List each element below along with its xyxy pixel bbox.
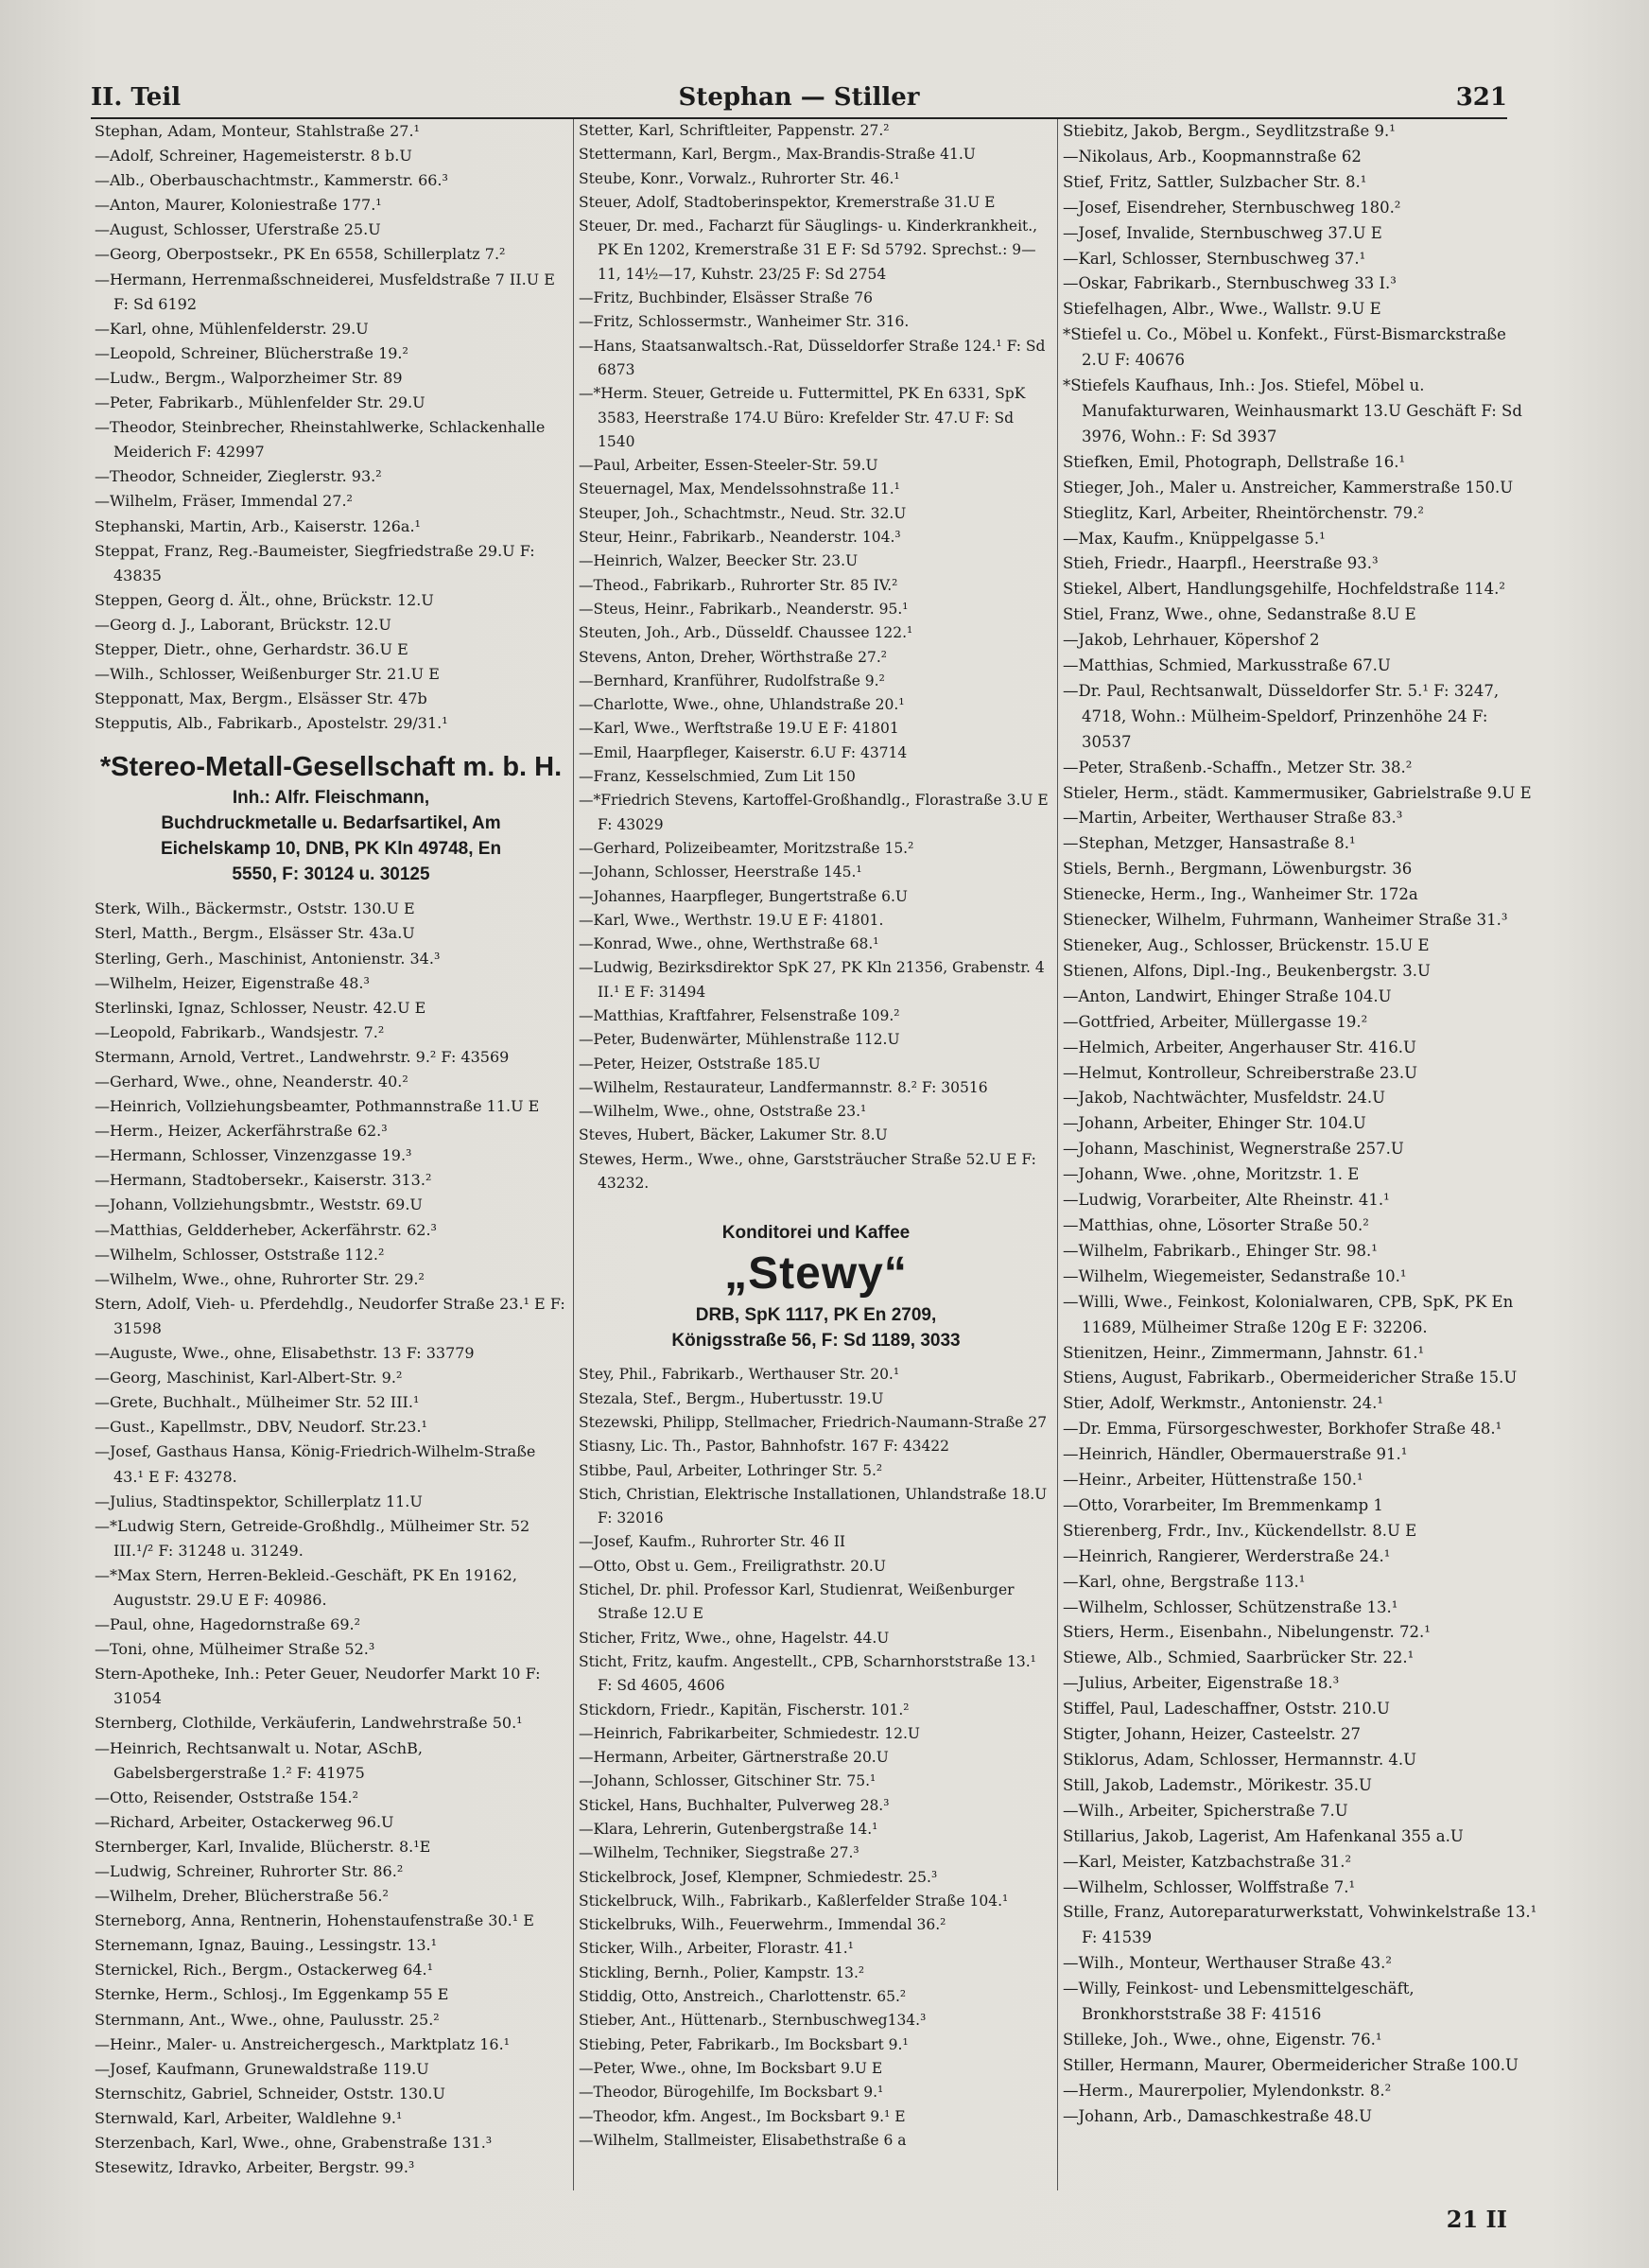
directory-entry: Stille, Franz, Autoreparaturwerkstatt, Vohwinkelstraße 13.¹ F: 41539	[1063, 1903, 1537, 1947]
directory-entry: —Leopold, Schreiner, Blücherstraße 19.²	[95, 343, 408, 362]
directory-entry: —Josef, Kaufmann, Grunewaldstraße 119.U	[95, 2059, 429, 2078]
advert-line: Königsstraße 56, F: Sd 1189, 3033	[671, 1331, 961, 1352]
page-header	[91, 83, 1507, 117]
directory-entry: —Ludwig, Schreiner, Ruhrorter Str. 86.²	[95, 1862, 404, 1880]
directory-entry: Stesewitz, Idravko, Arbeiter, Bergstr. 99.³	[95, 2158, 415, 2177]
directory-entry: —Jakob, Lehrhauer, Köpershof 2	[1063, 631, 1320, 650]
directory-entry: —Willy, Feinkost- und Lebensmittelgeschäft, Bronkhorststraße 38 F: 41516	[1063, 1980, 1415, 2024]
directory-entry: Still, Jakob, Lademstr., Mörikestr. 35.U	[1063, 1775, 1372, 1794]
directory-entry: —Paul, ohne, Hagedornstraße 69.²	[95, 1615, 361, 1634]
directory-entry: Stierenberg, Frdr., Inv., Kückendellstr. 8.U E	[1063, 1521, 1417, 1540]
directory-entry: Stieneker, Aug., Schlosser, Brückenstr. 15.U E	[1063, 936, 1430, 954]
directory-entry: Stienecker, Wilhelm, Fuhrmann, Wanheimer Straße 31.³	[1063, 911, 1508, 930]
directory-entry: —Grete, Buchhalt., Mülheimer Str. 52 III.¹	[95, 1393, 420, 1412]
directory-entry: Stilleke, Joh., Wwe., ohne, Eigenstr. 76.¹	[1063, 2030, 1382, 2049]
directory-entry: —Johann, Schlosser, Heerstraße 145.¹	[579, 864, 862, 881]
directory-entry: —Hermann, Herrenmaßschneiderei, Musfeldstraße 7 II.U E F: Sd 6192	[95, 270, 555, 313]
advert-line: DRB, SpK 1117, PK En 2709,	[695, 1305, 937, 1326]
directory-entry: Sternberger, Karl, Invalide, Blücherstr. 8.¹E	[95, 1837, 431, 1856]
directory-entry: —Gerhard, Wwe., ohne, Neanderstr. 40.²	[95, 1073, 408, 1090]
directory-entry: —Johann, Wwe. ,ohne, Moritzstr. 1. E	[1063, 1165, 1360, 1184]
directory-entry: Stiasny, Lic. Th., Pastor, Bahnhofstr. 167 F: 43422	[579, 1438, 950, 1456]
directory-entry: —Georg, Oberpostsekr., PK En 6558, Schillerplatz 7.²	[95, 245, 506, 264]
column-3	[1063, 119, 1537, 2190]
directory-entry: —Fritz, Schlossermstr., Wanheimer Str. 316.	[579, 313, 910, 331]
directory-entry: Sternschitz, Gabriel, Schneider, Oststr. 130.U	[95, 2084, 445, 2102]
directory-entry: Stieber, Ant., Hüttenarb., Sternbuschweg134.³	[579, 2012, 927, 2030]
directory-entry: —Wilhelm, Techniker, Siegstraße 27.³	[579, 1844, 859, 1862]
directory-entry: Stiklorus, Adam, Schlosser, Hermannstr. 4.U	[1063, 1751, 1417, 1769]
column-2-entries-top	[579, 119, 1053, 1195]
directory-entry: Stiekel, Albert, Handlungsgehilfe, Hochfeldstraße 114.²	[1063, 580, 1505, 599]
column-divider	[1057, 119, 1058, 2190]
directory-entry: —Theodor, kfm. Angest., Im Bocksbart 9.¹ E	[579, 2107, 906, 2125]
signature-mark: 21 II	[1446, 2206, 1507, 2233]
directory-entry: Stiefken, Emil, Photograph, Dellstraße 16.¹	[1063, 452, 1406, 471]
directory-entry: Steppen, Georg d. Ält., ohne, Brückstr. 12.U	[95, 590, 434, 609]
directory-entry: Sternwald, Karl, Arbeiter, Waldlehne 9.¹	[95, 2108, 403, 2127]
directory-entry: —Wilhelm, Fabrikarb., Ehinger Str. 98.¹	[1063, 1241, 1378, 1260]
directory-entry: Sternickel, Rich., Bergm., Ostackerweg 64.¹	[95, 1961, 433, 1980]
directory-entry: Stetter, Karl, Schriftleiter, Pappenstr. 27.²	[579, 122, 890, 139]
directory-entry: —Auguste, Wwe., ohne, Elisabethstr. 13 F: 33779	[95, 1344, 475, 1363]
directory-entry: Stickelbruks, Wilh., Feuerwehrm., Immendal 36.²	[579, 1916, 946, 1934]
directory-entry: —Heinr., Maler- u. Anstreichergesch., Marktplatz 16.¹	[95, 2034, 511, 2053]
directory-entry: Stiddig, Otto, Anstreich., Charlottenstr. 65.²	[579, 1988, 907, 2006]
directory-entry: —Wilhelm, Heizer, Eigenstraße 48.³	[95, 973, 370, 992]
directory-entry: —Karl, ohne, Mühlenfelderstr. 29.U	[95, 319, 369, 338]
directory-entry: Stichel, Dr. phil. Professor Karl, Studienrat, Weißenburger Straße 12.U E	[579, 1581, 1015, 1623]
directory-entry: —Steus, Heinr., Fabrikarb., Neanderstr. 95.¹	[579, 600, 909, 618]
directory-entry: —Hermann, Schlosser, Vinzenzgasse 19.³	[95, 1146, 412, 1165]
directory-entry: Stickel, Hans, Buchhalter, Pulverweg 28.³	[579, 1796, 890, 1814]
directory-entry: Stermann, Arnold, Vertret., Landwehrstr. 9.² F: 43569	[95, 1047, 510, 1066]
directory-entry: Stern, Adolf, Vieh- u. Pferdehdlg., Neudorfer Straße 23.¹ E F: 31598	[95, 1294, 565, 1337]
directory-entry: —Emil, Haarpfleger, Kaiserstr. 6.U F: 43714	[579, 743, 908, 761]
directory-entry: —Otto, Reisender, Oststraße 154.²	[95, 1788, 359, 1806]
page-number: 321	[1455, 83, 1507, 112]
directory-entry: —Karl, Schlosser, Sternbuschweg 37.¹	[1063, 249, 1366, 268]
directory-entry: —Wilhelm, Wwe., ohne, Ruhrorter Str. 29.²	[95, 1269, 425, 1288]
directory-entry: Stienitzen, Heinr., Zimmermann, Jahnstr. 61.¹	[1063, 1343, 1425, 1362]
directory-entry: Sternberg, Clothilde, Verkäuferin, Landwehrstraße 50.¹	[95, 1714, 523, 1733]
directory-entry: —Wilh., Monteur, Werthauser Straße 43.²	[1063, 1954, 1393, 1973]
directory-entry: —Hermann, Arbeiter, Gärtnerstraße 20.U	[579, 1749, 889, 1767]
directory-entry: Stepponatt, Max, Bergm., Elsässer Str. 47b	[95, 689, 427, 708]
directory-entry: —Stephan, Metzger, Hansastraße 8.¹	[1063, 834, 1356, 853]
column-2-entries-bottom	[579, 1363, 1053, 2153]
directory-entry: Steur, Heinr., Fabrikarb., Neanderstr. 104.³	[579, 529, 901, 547]
directory-entry: —Peter, Wwe., ohne, Im Bocksbart 9.U E	[579, 2059, 883, 2077]
directory-entry: Steuer, Dr. med., Facharzt für Säuglings- u. Kinderkrankheit., PK En 1202, Kremerstraße 31 E F: Sd 5792. Sprechst.: 9—11, 14½—17, Kuhstr. 23/25 F: Sd 2754	[579, 218, 1038, 283]
directory-entry: —Dr. Paul, Rechtsanwalt, Düsseldorfer Str. 5.¹ F: 3247, 4718, Wohn.: Mülheim-Speldorf, Prinzenhöhe 24 F: 30537	[1063, 681, 1500, 751]
directory-entry: Stiebing, Peter, Fabrikarb., Im Bocksbart 9.¹	[579, 2035, 909, 2053]
advert-title: „Stewy“	[724, 1248, 908, 1300]
directory-entry: —Heinrich, Fabrikarbeiter, Schmiedestr. 12.U	[579, 1724, 920, 1742]
directory-entry: —Anton, Maurer, Koloniestraße 177.¹	[95, 196, 382, 215]
directory-entry: —Johannes, Haarpfleger, Bungertstraße 6.U	[579, 887, 908, 905]
directory-entry: Steppat, Franz, Reg.-Baumeister, Siegfriedstraße 29.U F: 43835	[95, 541, 535, 584]
directory-entry: Sternmann, Ant., Wwe., ohne, Paulusstr. 25.²	[95, 2010, 440, 2029]
directory-entry: —Helmich, Arbeiter, Angerhauser Str. 416.U	[1063, 1038, 1416, 1056]
directory-entry: Stickdorn, Friedr., Kapitän, Fischerstr. 101.²	[579, 1701, 910, 1718]
directory-entry: Stezewski, Philipp, Stellmacher, Friedrich-Naumann-Straße 27	[579, 1413, 1048, 1431]
directory-entry: —Georg, Maschinist, Karl-Albert-Str. 9.²	[95, 1369, 403, 1387]
directory-entry: Stiffel, Paul, Ladeschaffner, Oststr. 210.U	[1063, 1700, 1390, 1718]
directory-entry: Stier, Adolf, Werkmstr., Antonienstr. 24.¹	[1063, 1394, 1383, 1413]
directory-entry: Stief, Fritz, Sattler, Sulzbacher Str. 8.¹	[1063, 172, 1367, 191]
directory-entry: —Charlotte, Wwe., ohne, Uhlandstraße 20.¹	[579, 696, 905, 714]
directory-entry: —Wilhelm, Schlosser, Schützenstraße 13.¹	[1063, 1597, 1398, 1616]
directory-entry: —*Ludwig Stern, Getreide-Großhdlg., Mülheimer Str. 52 III.¹/² F: 31248 u. 31249.	[95, 1516, 530, 1560]
directory-entry: —Peter, Heizer, Oststraße 185.U	[579, 1055, 821, 1073]
directory-entry: Stern-Apotheke, Inh.: Peter Geuer, Neudorfer Markt 10 F: 31054	[95, 1665, 541, 1708]
column-1	[95, 119, 567, 2190]
directory-entry: —Ludwig, Bezirksdirektor SpK 27, PK Kln 21356, Grabenstr. 4 II.¹ E F: 31494	[579, 959, 1045, 1001]
directory-entry: Stienen, Alfons, Dipl.-Ing., Beukenbergstr. 3.U	[1063, 961, 1431, 980]
directory-entry: Stephanski, Martin, Arb., Kaiserstr. 126a.¹	[95, 516, 421, 535]
directory-entry: —Heinrich, Walzer, Beecker Str. 23.U	[579, 552, 859, 570]
directory-entry: —Matthias, Geldderheber, Ackerfährstr. 62.³	[95, 1220, 437, 1239]
directory-entry: Stewes, Herm., Wwe., ohne, Garststräucher Straße 52.U E F: 43232.	[579, 1150, 1036, 1193]
directory-entry: Stieger, Joh., Maler u. Anstreicher, Kammerstraße 150.U	[1063, 478, 1514, 497]
directory-entry: —Johann, Maschinist, Wegnerstraße 257.U	[1063, 1140, 1404, 1159]
directory-entry: —Theodor, Bürogehilfe, Im Bocksbart 9.¹	[579, 2084, 884, 2102]
directory-entry: Stiewe, Alb., Schmied, Saarbrücker Str. 22.¹	[1063, 1649, 1415, 1667]
directory-entry: Stey, Phil., Fabrikarb., Werthauser Str. 20.¹	[579, 1366, 900, 1384]
directory-entry: —Max, Kaufm., Knüppelgasse 5.¹	[1063, 529, 1326, 548]
directory-entry: —Ludwig, Vorarbeiter, Alte Rheinstr. 41.¹	[1063, 1191, 1390, 1210]
directory-entry: Stevens, Anton, Dreher, Wörthstraße 27.²	[579, 648, 888, 666]
directory-entry: Stiller, Hermann, Maurer, Obermeidericher Straße 100.U	[1063, 2055, 1519, 2074]
directory-entry: —Wilhelm, Schlosser, Wolffstraße 7.¹	[1063, 1877, 1356, 1896]
directory-entry: —Josef, Eisendreher, Sternbuschweg 180.²	[1063, 198, 1401, 217]
directory-entry: —*Friedrich Stevens, Kartoffel-Großhandlg., Florastraße 3.U E F: 43029	[579, 792, 1049, 833]
directory-entry: —Leopold, Fabrikarb., Wandsjestr. 7.²	[95, 1022, 385, 1041]
directory-entry: Stiefelhagen, Albr., Wwe., Wallstr. 9.U E	[1063, 300, 1381, 319]
directory-entry: —Wilhelm, Wwe., ohne, Oststraße 23.¹	[579, 1103, 867, 1121]
directory-entry: —Helmut, Kontrolleur, Schreiberstraße 23.U	[1063, 1063, 1418, 1082]
directory-entry: —Wilhelm, Stallmeister, Elisabethstraße 6 a	[579, 2131, 907, 2149]
name-range-title: Stephan — Stiller	[678, 83, 920, 112]
directory-entry: —Gottfried, Arbeiter, Müllergasse 19.²	[1063, 1012, 1368, 1031]
directory-entry: —Johann, Vollziehungsbmtr., Weststr. 69.U	[95, 1195, 423, 1214]
directory-entry: —Julius, Stadtinspektor, Schillerplatz 11.U	[95, 1492, 423, 1510]
directory-entry: —Toni, ohne, Mülheimer Straße 52.³	[95, 1640, 375, 1659]
directory-entry: —August, Schlosser, Uferstraße 25.U	[95, 220, 381, 239]
directory-entry: —Otto, Obst u. Gem., Freiligrathstr. 20.U	[579, 1557, 886, 1575]
directory-entry: —Heinrich, Rechtsanwalt u. Notar, ASchB, Gabelsbergerstraße 1.² F: 41975	[95, 1738, 423, 1782]
directory-entry: Stiel, Franz, Wwe., ohne, Sedanstraße 8.U E	[1063, 605, 1416, 624]
directory-entry: Stickelbruck, Wilh., Fabrikarb., Kaßlerfelder Straße 104.¹	[579, 1892, 1009, 1910]
directory-entry: Steves, Hubert, Bäcker, Lakumer Str. 8.U	[579, 1126, 888, 1144]
advert-line: Eichelskamp 10, DNB, PK Kln 49748, En	[160, 839, 502, 860]
directory-entry: —Dr. Emma, Fürsorgeschwester, Borkhofer Straße 48.¹	[1063, 1420, 1502, 1439]
directory-entry: —Wilhelm, Schlosser, Oststraße 112.²	[95, 1245, 385, 1264]
directory-entry: —Matthias, Schmied, Markusstraße 67.U	[1063, 656, 1391, 675]
directory-entry: —Georg d. J., Laborant, Brückstr. 12.U	[95, 615, 391, 634]
directory-entry: —Jakob, Nachtwächter, Musfeldstr. 24.U	[1063, 1089, 1386, 1108]
directory-entry: Stiels, Bernh., Bergmann, Löwenburgstr. 36	[1063, 860, 1413, 879]
directory-entry: —Klara, Lehrerin, Gutenbergstraße 14.¹	[579, 1821, 878, 1838]
directory-entry: —Franz, Kesselschmied, Zum Lit 150	[579, 768, 856, 786]
column-1-entries-top	[95, 119, 567, 736]
column-3-entries	[1063, 119, 1537, 2130]
directory-entry: —Ludw., Bergm., Walporzheimer Str. 89	[95, 368, 403, 387]
directory-entry: Stepper, Dietr., ohne, Gerhardstr. 36.U E	[95, 639, 408, 658]
directory-entry: Stieglitz, Karl, Arbeiter, Rheintörchenstr. 79.²	[1063, 503, 1425, 522]
directory-entry: —Martin, Arbeiter, Werthauser Straße 83.³	[1063, 809, 1403, 828]
directory-entry: —Bernhard, Kranführer, Rudolfstraße 9.²	[579, 672, 885, 689]
advertisement-stewy	[579, 1220, 1053, 1353]
directory-entry: —Josef, Invalide, Sternbuschweg 37.U E	[1063, 223, 1382, 242]
advertisement-stereo-metall	[95, 749, 567, 887]
directory-entry: Stezala, Stef., Bergm., Hubertusstr. 19.U	[579, 1389, 884, 1407]
directory-entry: —Hermann, Stadtobersekr., Kaiserstr. 313.²	[95, 1171, 432, 1190]
directory-entry: —Alb., Oberbauschachtmstr., Kammerstr. 66.³	[95, 171, 448, 190]
directory-entry: Sterlinski, Ignaz, Schlosser, Neustr. 42.U E	[95, 998, 426, 1017]
directory-entry: Stiers, Herm., Eisenbahn., Nibelungenstr. 72.¹	[1063, 1623, 1431, 1642]
directory-entry: —Herm., Maurerpolier, Mylendonkstr. 8.²	[1063, 2081, 1392, 2100]
directory-entry: —Heinr., Arbeiter, Hüttenstraße 150.¹	[1063, 1471, 1363, 1490]
directory-entry: —Gerhard, Polizeibeamter, Moritzstraße 15.²	[579, 839, 914, 857]
directory-entry: Stienecke, Herm., Ing., Wanheimer Str. 172a	[1063, 885, 1418, 904]
directory-entry: —Anton, Landwirt, Ehinger Straße 104.U	[1063, 986, 1392, 1005]
directory-entry: —Heinrich, Vollziehungsbeamter, Pothmannstraße 11.U E	[95, 1097, 540, 1116]
directory-entry: —Heinrich, Händler, Obermauerstraße 91.¹	[1063, 1445, 1408, 1464]
directory-entry: —Matthias, ohne, Lösorter Straße 50.²	[1063, 1215, 1369, 1234]
directory-entry: —Konrad, Wwe., ohne, Werthstraße 68.¹	[579, 935, 879, 953]
directory-entry: —Oskar, Fabrikarb., Sternbuschweg 33 I.³	[1063, 274, 1397, 293]
directory-entry: Sterneborg, Anna, Rentnerin, Hohenstaufenstraße 30.¹ E	[95, 1911, 534, 1930]
directory-entry: Sticher, Fritz, Wwe., ohne, Hagelstr. 44.U	[579, 1629, 890, 1647]
directory-entry: Sticker, Wilh., Arbeiter, Florastr. 41.¹	[579, 1940, 854, 1958]
directory-entry: —Theod., Fabrikarb., Ruhrorter Str. 85 IV.²	[579, 576, 898, 594]
advert-line: 5550, F: 30124 u. 30125	[232, 864, 430, 885]
directory-entry: Steuernagel, Max, Mendelssohnstraße 11.¹	[579, 480, 900, 498]
directory-entry: —*Herm. Steuer, Getreide u. Futtermittel, PK En 6331, SpK 3583, Heerstraße 174.U Büro: Krefelder Str. 47.U F: Sd 1540	[579, 385, 1026, 450]
directory-entry: Sterk, Wilh., Bäckermstr., Oststr. 130.U E	[95, 899, 415, 918]
part-label: II. Teil	[91, 83, 182, 112]
directory-entry: —Theodor, Schneider, Zieglerstr. 93.²	[95, 467, 382, 486]
directory-entry: —Hans, Staatsanwaltsch.-Rat, Düsseldorfer Straße 124.¹ F: Sd 6873	[579, 337, 1046, 378]
directory-entry: —Peter, Straßenb.-Schaffn., Metzer Str. 38.²	[1063, 758, 1413, 776]
directory-entry: Sterling, Gerh., Maschinist, Antonienstr. 34.³	[95, 949, 441, 968]
directory-entry: —Matthias, Kraftfahrer, Felsenstraße 109.²	[579, 1006, 900, 1024]
directory-entry: —Gust., Kapellmstr., DBV, Neudorf. Str.23.¹	[95, 1418, 427, 1437]
directory-entry: —Herm., Heizer, Ackerfährstraße 62.³	[95, 1122, 388, 1141]
directory-entry: Sternemann, Ignaz, Bauing., Lessingstr. 13.¹	[95, 1936, 438, 1955]
directory-entry: —Theodor, Steinbrecher, Rheinstahlwerke, Schlackenhalle Meiderich F: 42997	[95, 418, 546, 462]
directory-entry: —Wilhelm, Wiegemeister, Sedanstraße 10.¹	[1063, 1266, 1407, 1285]
directory-entry: Stigter, Johann, Heizer, Casteelstr. 27	[1063, 1725, 1361, 1744]
advert-title: *Stereo-Metall-Gesellschaft m. b. H.	[99, 752, 563, 783]
advert-line: Inh.: Alfr. Fleischmann,	[232, 788, 430, 809]
directory-entry: —Wilhelm, Restaurateur, Landfermannstr. 8.² F: 30516	[579, 1078, 988, 1096]
column-2	[579, 119, 1053, 2190]
directory-entry: Stibbe, Paul, Arbeiter, Lothringer Str. 5.²	[579, 1461, 883, 1479]
directory-entry: *Stiefel u. Co., Möbel u. Konfekt., Fürst-Bismarckstraße 2.U F: 40676	[1063, 325, 1506, 370]
directory-entry: —Josef, Gasthaus Hansa, König-Friedrich-Wilhelm-Straße 43.¹ E F: 43278.	[95, 1442, 536, 1486]
column-divider	[573, 119, 574, 2190]
directory-entry: *Stiefels Kaufhaus, Inh.: Jos. Stiefel, Möbel u. Manufakturwaren, Weinhausmarkt 13.U Geschäft F: Sd 3976, Wohn.: F: Sd 3937	[1063, 376, 1522, 445]
directory-entry: Stepputis, Alb., Fabrikarb., Apostelstr. 29/31.¹	[95, 714, 448, 733]
directory-entry: —Heinrich, Rangierer, Werderstraße 24.¹	[1063, 1546, 1391, 1565]
directory-entry: Stich, Christian, Elektrische Installationen, Uhlandstraße 18.U F: 32016	[579, 1485, 1048, 1527]
directory-entry: —Wilhelm, Fräser, Immendal 27.²	[95, 492, 353, 511]
directory-entry: —Karl, Wwe., Werftstraße 19.U E F: 41801	[579, 720, 899, 738]
directory-entry: —Johann, Schlosser, Gitschiner Str. 75.¹	[579, 1772, 877, 1790]
directory-entry: —Willi, Wwe., Feinkost, Kolonialwaren, CPB, SpK, PK En 11689, Mülheimer Straße 120g E F: 32206.	[1063, 1292, 1514, 1336]
directory-entry: Stettermann, Karl, Bergm., Max-Brandis-Straße 41.U	[579, 146, 976, 164]
directory-entry: Stickling, Bernh., Polier, Kampstr. 13.²	[579, 1963, 865, 1981]
directory-entry: —Karl, ohne, Bergstraße 113.¹	[1063, 1572, 1306, 1591]
directory-entry: —Richard, Arbeiter, Ostackerweg 96.U	[95, 1812, 394, 1831]
directory-entry: Steuten, Joh., Arb., Düsseldf. Chaussee 122.¹	[579, 624, 913, 642]
directory-entry: Sterzenbach, Karl, Wwe., ohne, Grabenstraße 131.³	[95, 2134, 493, 2153]
directory-entry: —Wilhelm, Dreher, Blücherstraße 56.²	[95, 1887, 389, 1906]
directory-entry: —*Max Stern, Herren-Bekleid.-Geschäft, PK En 19162, Auguststr. 29.U E F: 40986.	[95, 1565, 517, 1609]
advert-line: Konditorei und Kaffee	[721, 1223, 911, 1244]
directory-entry: Stiebitz, Jakob, Bergm., Seydlitzstraße 9.¹	[1063, 122, 1396, 140]
directory-entry: Stephan, Adam, Monteur, Stahlstraße 27.¹	[95, 122, 420, 140]
directory-entry: —Johann, Arbeiter, Ehinger Str. 104.U	[1063, 1114, 1366, 1133]
directory-entry: Sterl, Matth., Bergm., Elsässer Str. 43a.U	[95, 924, 415, 943]
directory-entry: —Otto, Vorarbeiter, Im Bremmenkamp 1	[1063, 1495, 1383, 1514]
directory-entry: —Peter, Budenwärter, Mühlenstraße 112.U	[579, 1031, 900, 1049]
directory-entry: —Peter, Fabrikarb., Mühlenfelder Str. 29.U	[95, 393, 425, 412]
directory-entry: Stiens, August, Fabrikarb., Obermeidericher Straße 15.U	[1063, 1369, 1518, 1387]
directory-entry: Steuer, Adolf, Stadtoberinspektor, Kremerstraße 31.U E	[579, 193, 996, 211]
directory-entry: —Fritz, Buchbinder, Elsässer Straße 76	[579, 289, 873, 307]
directory-entry: —Karl, Meister, Katzbachstraße 31.²	[1063, 1852, 1352, 1871]
directory-entry: —Wilh., Schlosser, Weißenburger Str. 21.U E	[95, 665, 440, 684]
directory-entry: —Julius, Arbeiter, Eigenstraße 18.³	[1063, 1674, 1340, 1693]
directory-entry: Stieh, Friedr., Haarpfl., Heerstraße 93.³	[1063, 554, 1379, 573]
advert-line: Buchdruckmetalle u. Bedarfsartikel, Am	[161, 813, 501, 834]
directory-entry: —Johann, Arb., Damaschkestraße 48.U	[1063, 2106, 1373, 2125]
directory-entry: —Karl, Wwe., Werthstr. 19.U E F: 41801.	[579, 911, 884, 929]
directory-entry: —Paul, Arbeiter, Essen-Steeler-Str. 59.U	[579, 457, 878, 475]
directory-entry: Steube, Konr., Vorwalz., Ruhrorter Str. 46.¹	[579, 169, 900, 187]
column-1-entries-bottom	[95, 897, 567, 2180]
directory-entry: Stillarius, Jakob, Lagerist, Am Hafenkanal 355 a.U	[1063, 1826, 1464, 1845]
directory-entry: Stickelbrock, Josef, Klempner, Schmiedestr. 25.³	[579, 1868, 938, 1886]
directory-entry: Stieler, Herm., städt. Kammermusiker, Gabrielstraße 9.U E	[1063, 783, 1532, 802]
directory-entry: —Wilh., Arbeiter, Spicherstraße 7.U	[1063, 1801, 1348, 1820]
directory-entry: Steuper, Joh., Schachtmstr., Neud. Str. 32.U	[579, 504, 907, 522]
directory-entry: Sternke, Herm., Schlosj., Im Eggenkamp 55 E	[95, 1985, 449, 2004]
directory-entry: —Adolf, Schreiner, Hagemeisterstr. 8 b.U	[95, 147, 412, 166]
directory-entry: —Josef, Kaufm., Ruhrorter Str. 46 II	[579, 1533, 846, 1551]
directory-entry: —Nikolaus, Arb., Koopmannstraße 62	[1063, 147, 1362, 166]
directory-entry: Sticht, Fritz, kaufm. Angestellt., CPB, Scharnhorststraße 13.¹ F: Sd 4605, 4606	[579, 1652, 1036, 1695]
